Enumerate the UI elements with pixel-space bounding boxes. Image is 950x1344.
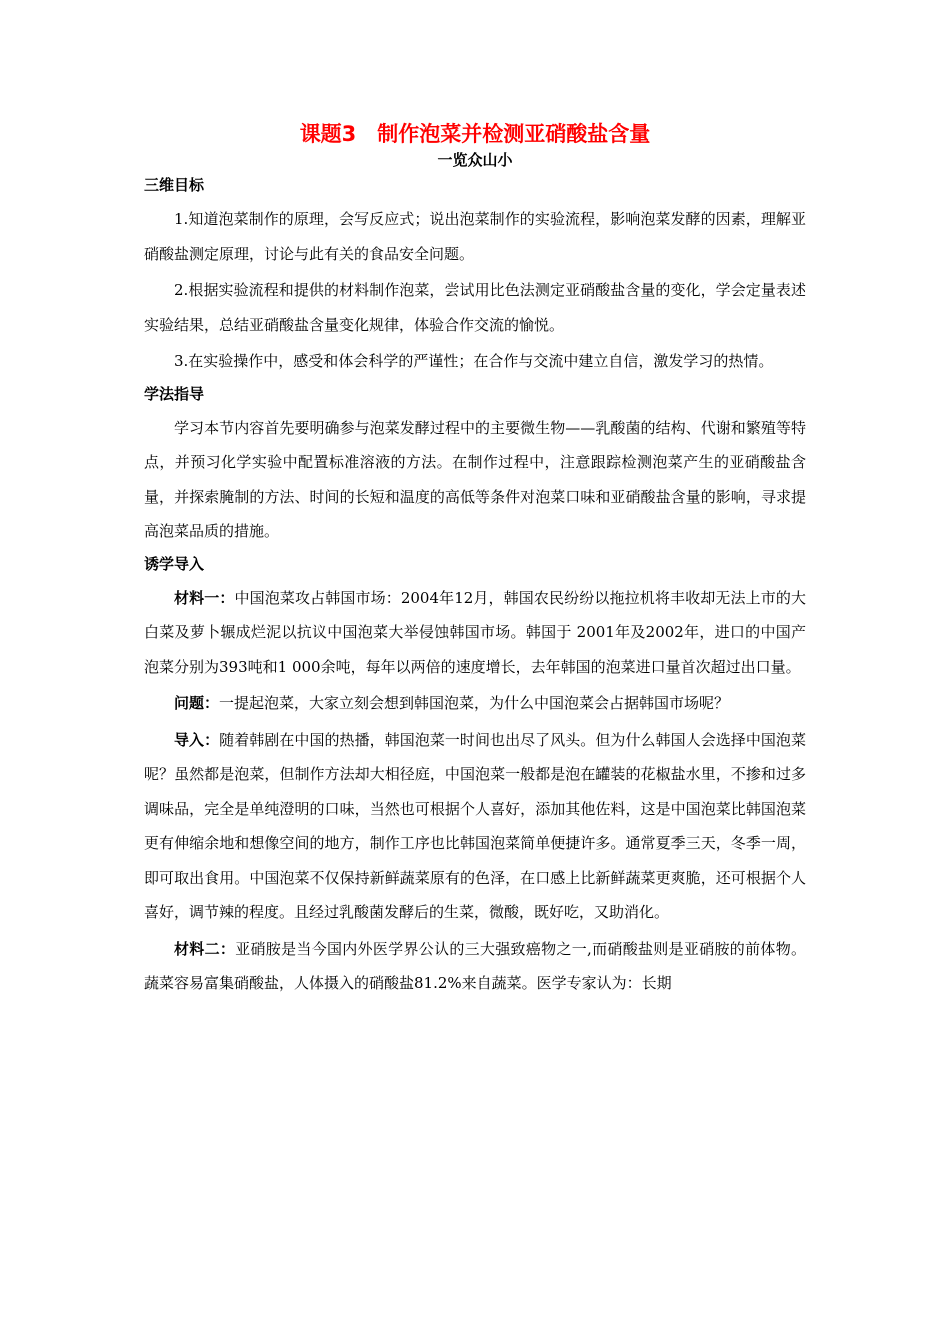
section-heading-intro: 诱学导入	[144, 554, 205, 573]
document-page	[144, 118, 806, 1003]
material-one-paragraph	[144, 581, 806, 685]
goal-item-2: 2.根据实验流程和提供的材料制作泡菜，尝试用比色法测定亚硝酸盐含量的变化，学会定量表述实验结果，总结亚硝酸盐含量变化规律，体验合作交流的愉悦。	[144, 281, 806, 334]
material-two-label: 材料二：	[174, 939, 236, 958]
material-two-paragraph	[144, 932, 806, 1001]
guide-text: 随着韩剧在中国的热播，韩国泡菜一时间也出尽了风头。但为什么韩国人会选择中国泡菜呢？虽然都是泡菜，但制作方法却大相径庭，中国泡菜一般都是泡在罐装的花椒盐水里，不掺和过多调味品，完全是单纯澄明的口味，当然也可根据个人喜好，添加其他佐料，这是中国泡菜比韩国泡菜更有伸缩余地和想像空间的地方，制作工序也比韩国泡菜简单便捷许多。通常夏季三天，冬季一周，即可取出食用。中国泡菜不仅保持新鲜蔬菜原有的色泽，在口感上比新鲜蔬菜更爽脆，还可根据个人喜好，调节辣的程度。且经过乳酸菌发酵后的生菜，微酸，既好吃，又助消化。	[144, 730, 806, 921]
question-label: 问题：	[174, 694, 220, 712]
document-subtitle: 一览众山小	[437, 151, 513, 169]
guide-paragraph	[144, 723, 806, 930]
guide-label: 导入：	[174, 730, 220, 749]
material-one-text: 中国泡菜攻占韩国市场：2004年12月，韩国农民纷纷以拖拉机将丰收却无法上市的大白菜及萝卜辗成烂泥以抗议中国泡菜大举侵蚀韩国市场。韩国于 2001年及2002年，进口的中国产泡菜分别为393吨和1 000余吨，每年以两倍的速度增长，去年韩国的泡菜进口量首次超过出口量。	[144, 588, 806, 676]
material-two-text: 亚硝胺是当今国内外医学界公认的三大强致癌物之一,而硝酸盐则是亚硝胺的前体物。蔬菜容易富集硝酸盐，人体摄入的硝酸盐81.2%来自蔬菜。医学专家认为：长期	[144, 939, 806, 992]
method-paragraph: 学习本节内容首先要明确参与泡菜发酵过程中的主要微生物——乳酸菌的结构、代谢和繁殖等特点，并预习化学实验中配置标准溶液的方法。在制作过程中，注意跟踪检测泡菜产生的亚硝酸盐含量，并探索腌制的方法、时间的长短和温度的高低等条件对泡菜口味和亚硝酸盐含量的影响，寻求提高泡菜品质的措施。	[144, 418, 806, 540]
goal-item-3: 3.在实验操作中，感受和体会科学的严谨性；在合作与交流中建立自信，激发学习的热情。	[174, 352, 774, 370]
question-text: 一提起泡菜，大家立刻会想到韩国泡菜，为什么中国泡菜会占据韩国市场呢？	[219, 694, 730, 712]
section-heading-method: 学法指导	[144, 384, 205, 403]
material-one-label: 材料一：	[174, 588, 235, 607]
section-heading-goals: 三维目标	[144, 176, 205, 194]
question-paragraph	[144, 686, 806, 721]
goal-item-1: 1.知道泡菜制作的原理，会写反应式；说出泡菜制作的实验流程，影响泡菜发酵的因素，理解亚硝酸盐测定原理，讨论与此有关的食品安全问题。	[144, 210, 806, 263]
document-title: 课题3 制作泡菜并检测亚硝酸盐含量	[299, 122, 651, 146]
